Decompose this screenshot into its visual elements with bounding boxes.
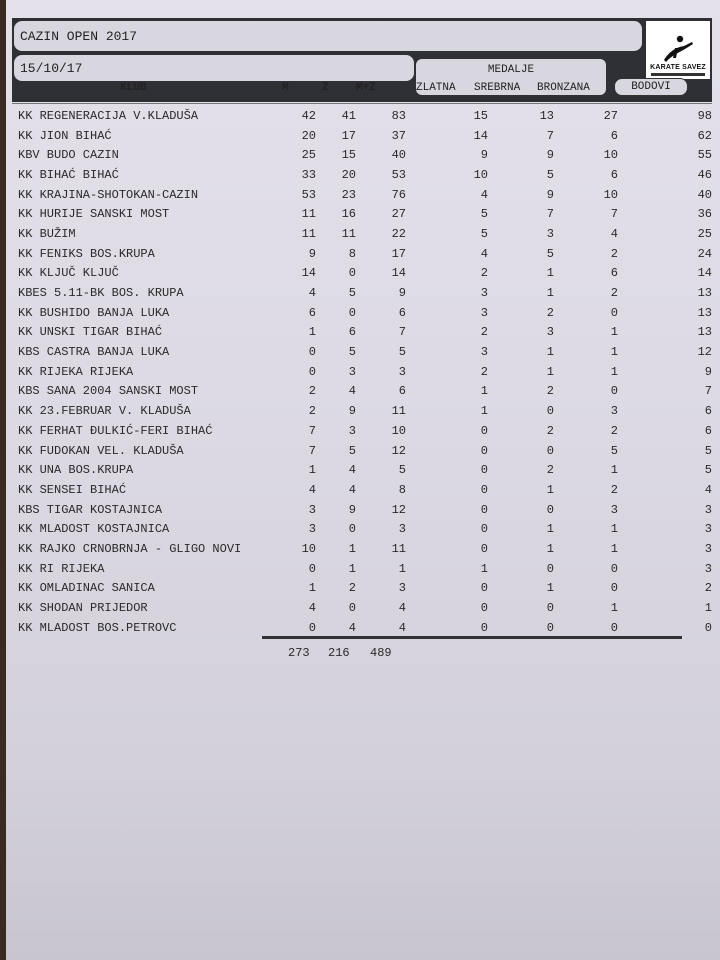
points: 25	[697, 226, 712, 241]
table-row	[14, 519, 712, 539]
table-row	[14, 382, 712, 402]
total-m: 273	[288, 646, 310, 660]
silver-medals: 7	[546, 128, 554, 143]
silver-medals: 0	[546, 404, 554, 419]
male-count: 4	[308, 601, 316, 616]
total-count: 12	[391, 502, 406, 517]
table-row	[14, 283, 712, 303]
silver-medals: 0	[546, 443, 554, 458]
points: 0	[704, 620, 712, 635]
col-header-mz: M+Z	[356, 82, 376, 94]
silver-medals: 1	[546, 522, 554, 537]
bronze-medals: 2	[610, 482, 618, 497]
event-title: CAZIN OPEN 2017	[14, 21, 642, 51]
male-count: 4	[308, 482, 316, 497]
female-count: 9	[348, 404, 356, 419]
silver-medals: 9	[546, 148, 554, 163]
table-row	[14, 421, 712, 441]
male-count: 0	[308, 345, 316, 360]
female-count: 17	[341, 128, 356, 143]
male-count: 10	[301, 541, 316, 556]
total-count: 14	[391, 266, 406, 281]
bronze-medals: 10	[603, 187, 618, 202]
results-table-body	[14, 106, 712, 638]
table-row	[14, 145, 712, 165]
male-count: 2	[308, 404, 316, 419]
club-name: KK 23.FEBRUAR V. KLADUŠA	[18, 404, 191, 419]
silver-medals: 0	[546, 601, 554, 616]
total-count: 11	[391, 541, 406, 556]
gold-medals: 3	[480, 305, 488, 320]
bronze-medals: 27	[603, 108, 618, 123]
female-count: 1	[348, 561, 356, 576]
female-count: 5	[348, 345, 356, 360]
karate-kick-logo-icon	[658, 34, 698, 64]
col-header-silver: SREBRNA	[474, 82, 521, 94]
bronze-medals: 10	[603, 148, 618, 163]
bronze-medals: 1	[610, 345, 618, 360]
silver-medals: 3	[546, 226, 554, 241]
club-name: KBES 5.11-BK BOS. KRUPA	[18, 286, 184, 301]
bronze-medals: 5	[610, 443, 618, 458]
total-count: 4	[398, 620, 406, 635]
bronze-medals: 3	[610, 502, 618, 517]
male-count: 0	[308, 364, 316, 379]
gold-medals: 0	[480, 522, 488, 537]
female-count: 0	[348, 305, 356, 320]
club-name: KK RI RIJEKA	[18, 561, 105, 576]
total-count: 17	[391, 246, 406, 261]
female-count: 41	[341, 108, 356, 123]
bronze-medals: 0	[610, 305, 618, 320]
club-name: KK BUŽIM	[18, 226, 76, 241]
female-count: 23	[341, 187, 356, 202]
female-count: 5	[348, 443, 356, 458]
total-count: 6	[398, 384, 406, 399]
bronze-medals: 6	[610, 266, 618, 281]
total-count: 10	[391, 423, 406, 438]
silver-medals: 0	[546, 561, 554, 576]
points: 6	[704, 404, 712, 419]
total-z: 216	[328, 646, 350, 660]
gold-medals: 1	[480, 384, 488, 399]
female-count: 0	[348, 601, 356, 616]
club-name: KBV BUDO CAZIN	[18, 148, 119, 163]
table-row	[14, 441, 712, 461]
club-name: KK FUDOKAN VEL. KLADUŠA	[18, 443, 184, 458]
male-count: 1	[308, 325, 316, 340]
table-row	[14, 460, 712, 480]
total-count: 83	[391, 108, 406, 123]
bronze-medals: 1	[610, 601, 618, 616]
club-name: KK FENIKS BOS.KRUPA	[18, 246, 155, 261]
points: 13	[697, 286, 712, 301]
federation-logo	[646, 21, 710, 79]
bronze-medals: 2	[610, 286, 618, 301]
bronze-medals: 0	[610, 581, 618, 596]
male-count: 7	[308, 443, 316, 458]
female-count: 15	[341, 148, 356, 163]
club-name: KK FERHAT ĐULKIĆ-FERI BIHAĆ	[18, 423, 213, 438]
silver-medals: 13	[539, 108, 554, 123]
table-row	[14, 165, 712, 185]
club-name: KK MLADOST KOSTAJNICA	[18, 522, 170, 537]
silver-medals: 1	[546, 345, 554, 360]
male-count: 25	[301, 148, 316, 163]
total-count: 76	[391, 187, 406, 202]
bronze-medals: 2	[610, 423, 618, 438]
total-count: 3	[398, 522, 406, 537]
points: 9	[704, 364, 712, 379]
gold-medals: 3	[480, 286, 488, 301]
header-rule-thin	[12, 103, 712, 104]
bronze-medals: 1	[610, 325, 618, 340]
female-count: 20	[341, 167, 356, 182]
male-count: 0	[308, 620, 316, 635]
table-row	[14, 401, 712, 421]
male-count: 20	[301, 128, 316, 143]
silver-medals: 1	[546, 286, 554, 301]
gold-medals: 2	[480, 364, 488, 379]
bronze-medals: 1	[610, 364, 618, 379]
bronze-medals: 3	[610, 404, 618, 419]
female-count: 2	[348, 581, 356, 596]
total-count: 40	[391, 148, 406, 163]
club-name: KK KLJUČ KLJUČ	[18, 266, 119, 281]
points: 46	[697, 167, 712, 182]
table-row	[14, 224, 712, 244]
bronze-medals: 6	[610, 167, 618, 182]
male-count: 11	[301, 207, 316, 222]
points: 3	[704, 561, 712, 576]
table-row	[14, 244, 712, 264]
club-name: KK BUSHIDO BANJA LUKA	[18, 305, 170, 320]
points: 3	[704, 522, 712, 537]
silver-medals: 5	[546, 167, 554, 182]
table-row	[14, 126, 712, 146]
club-name: KK SHODAN PRIJEDOR	[18, 601, 148, 616]
gold-medals: 5	[480, 226, 488, 241]
col-header-gold: ZLATNA	[416, 82, 456, 94]
points: 98	[697, 108, 712, 123]
points: 14	[697, 266, 712, 281]
points: 62	[697, 128, 712, 143]
club-name: KK REGENERACIJA V.KLADUŠA	[18, 108, 199, 123]
total-count: 12	[391, 443, 406, 458]
gold-medals: 2	[480, 325, 488, 340]
total-count: 5	[398, 345, 406, 360]
club-name: KK MLADOST BOS.PETROVC	[18, 620, 177, 635]
table-row	[14, 559, 712, 579]
gold-medals: 2	[480, 266, 488, 281]
female-count: 4	[348, 384, 356, 399]
club-name: KK RAJKO CRNOBRNJA - GLIGO NOVI	[18, 541, 242, 556]
female-count: 6	[348, 325, 356, 340]
male-count: 2	[308, 384, 316, 399]
table-row	[14, 539, 712, 559]
female-count: 16	[341, 207, 356, 222]
silver-medals: 0	[546, 620, 554, 635]
points: 2	[704, 581, 712, 596]
female-count: 4	[348, 620, 356, 635]
silver-medals: 0	[546, 502, 554, 517]
club-name: KK SENSEI BIHAĆ	[18, 482, 127, 497]
female-count: 11	[341, 226, 356, 241]
points: 3	[704, 502, 712, 517]
male-count: 14	[301, 266, 316, 281]
club-name: KK JION BIHAĆ	[18, 128, 112, 143]
bronze-medals: 0	[610, 561, 618, 576]
gold-medals: 0	[480, 443, 488, 458]
bronze-medals: 6	[610, 128, 618, 143]
logo-text: KARATE SAVEZ	[650, 64, 706, 71]
club-name: KK OMLADINAC SANICA	[18, 581, 155, 596]
gold-medals: 0	[480, 581, 488, 596]
silver-medals: 1	[546, 266, 554, 281]
club-name: KK BIHAĆ BIHAĆ	[18, 167, 119, 182]
gold-medals: 1	[480, 561, 488, 576]
club-name: KK UNA BOS.KRUPA	[18, 463, 134, 478]
male-count: 53	[301, 187, 316, 202]
points: 12	[697, 345, 712, 360]
points: 24	[697, 246, 712, 261]
points: 4	[704, 482, 712, 497]
bronze-medals: 1	[610, 463, 618, 478]
total-count: 4	[398, 601, 406, 616]
silver-medals: 2	[546, 305, 554, 320]
bronze-medals: 7	[610, 207, 618, 222]
club-name: KBS TIGAR KOSTAJNICA	[18, 502, 163, 517]
male-count: 3	[308, 502, 316, 517]
table-row	[14, 264, 712, 284]
total-count: 7	[398, 325, 406, 340]
gold-medals: 3	[480, 345, 488, 360]
table-row	[14, 303, 712, 323]
gold-medals: 10	[473, 167, 488, 182]
points: 55	[697, 148, 712, 163]
male-count: 4	[308, 286, 316, 301]
gold-medals: 0	[480, 502, 488, 517]
male-count: 6	[308, 305, 316, 320]
male-count: 9	[308, 246, 316, 261]
female-count: 3	[348, 364, 356, 379]
table-row	[14, 480, 712, 500]
silver-medals: 7	[546, 207, 554, 222]
club-name: KBS SANA 2004 SANSKI MOST	[18, 384, 199, 399]
totals-rule	[262, 636, 682, 639]
silver-medals: 1	[546, 541, 554, 556]
points: 13	[697, 325, 712, 340]
gold-medals: 0	[480, 482, 488, 497]
event-date: 15/10/17	[14, 55, 414, 81]
male-count: 7	[308, 423, 316, 438]
table-row	[14, 342, 712, 362]
total-count: 53	[391, 167, 406, 182]
club-name: KK HURIJE SANSKI MOST	[18, 207, 170, 222]
club-name: KK UNSKI TIGAR BIHAĆ	[18, 325, 163, 340]
female-count: 4	[348, 482, 356, 497]
col-header-m: M	[282, 82, 289, 94]
gold-medals: 0	[480, 620, 488, 635]
total-count: 37	[391, 128, 406, 143]
club-name: KK RIJEKA RIJEKA	[18, 364, 134, 379]
bronze-medals: 1	[610, 541, 618, 556]
gold-medals: 4	[480, 246, 488, 261]
gold-medals: 1	[480, 404, 488, 419]
medals-group-label: MEDALJE	[416, 59, 606, 95]
female-count: 5	[348, 286, 356, 301]
table-row	[14, 106, 712, 126]
points: 13	[697, 305, 712, 320]
gold-medals: 14	[473, 128, 488, 143]
gold-medals: 4	[480, 187, 488, 202]
points: 5	[704, 443, 712, 458]
total-count: 11	[391, 404, 406, 419]
table-row	[14, 598, 712, 618]
table-row	[14, 500, 712, 520]
gold-medals: 9	[480, 148, 488, 163]
table-row	[14, 618, 712, 638]
female-count: 8	[348, 246, 356, 261]
silver-medals: 2	[546, 423, 554, 438]
bronze-medals: 0	[610, 620, 618, 635]
table-row	[14, 362, 712, 382]
male-count: 1	[308, 463, 316, 478]
female-count: 3	[348, 423, 356, 438]
total-mz: 489	[370, 646, 392, 660]
silver-medals: 1	[546, 364, 554, 379]
gold-medals: 0	[480, 463, 488, 478]
gold-medals: 0	[480, 601, 488, 616]
female-count: 0	[348, 522, 356, 537]
points: 5	[704, 463, 712, 478]
male-count: 11	[301, 226, 316, 241]
club-name: KBS CASTRA BANJA LUKA	[18, 345, 170, 360]
silver-medals: 9	[546, 187, 554, 202]
female-count: 9	[348, 502, 356, 517]
total-count: 8	[398, 482, 406, 497]
silver-medals: 5	[546, 246, 554, 261]
female-count: 0	[348, 266, 356, 281]
header-rule	[12, 98, 712, 102]
silver-medals: 1	[546, 482, 554, 497]
male-count: 33	[301, 167, 316, 182]
club-name: KK KRAJINA-SHOTOKAN-CAZIN	[18, 187, 199, 202]
gold-medals: 15	[473, 108, 488, 123]
points: 6	[704, 423, 712, 438]
bronze-medals: 2	[610, 246, 618, 261]
col-header-club: KLUB	[120, 82, 147, 94]
logo-underline	[651, 73, 705, 76]
table-row	[14, 579, 712, 599]
points: 1	[704, 601, 712, 616]
silver-medals: 2	[546, 384, 554, 399]
points: 36	[697, 207, 712, 222]
points: 3	[704, 541, 712, 556]
gold-medals: 5	[480, 207, 488, 222]
silver-medals: 1	[546, 581, 554, 596]
total-count: 3	[398, 581, 406, 596]
table-row	[14, 185, 712, 205]
silver-medals: 2	[546, 463, 554, 478]
silver-medals: 3	[546, 325, 554, 340]
table-row	[14, 204, 712, 224]
total-count: 1	[398, 561, 406, 576]
points: 40	[697, 187, 712, 202]
total-count: 9	[398, 286, 406, 301]
male-count: 3	[308, 522, 316, 537]
total-count: 22	[391, 226, 406, 241]
gold-medals: 0	[480, 423, 488, 438]
total-count: 6	[398, 305, 406, 320]
male-count: 0	[308, 561, 316, 576]
col-header-z: Z	[322, 82, 329, 94]
points: 7	[704, 384, 712, 399]
col-header-bronze: BRONZANA	[537, 82, 590, 94]
male-count: 1	[308, 581, 316, 596]
total-count: 5	[398, 463, 406, 478]
bronze-medals: 0	[610, 384, 618, 399]
female-count: 1	[348, 541, 356, 556]
male-count: 42	[301, 108, 316, 123]
results-table	[14, 106, 712, 638]
bronze-medals: 4	[610, 226, 618, 241]
gold-medals: 0	[480, 541, 488, 556]
bronze-medals: 1	[610, 522, 618, 537]
table-row	[14, 323, 712, 343]
total-count: 3	[398, 364, 406, 379]
col-header-points: BODOVI	[614, 78, 688, 96]
total-count: 27	[391, 207, 406, 222]
female-count: 4	[348, 463, 356, 478]
